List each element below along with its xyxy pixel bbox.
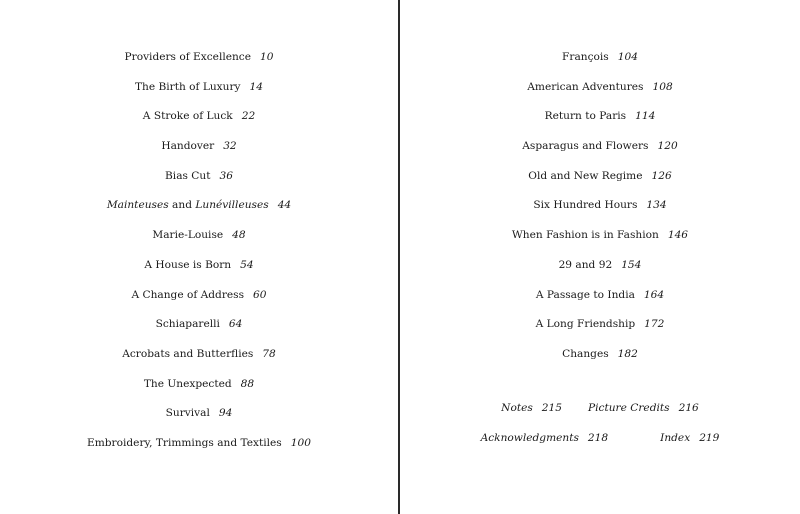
toc-entry-page: 100: [290, 436, 311, 449]
toc-entry: [0, 254, 398, 284]
back-matter-title: Notes: [501, 402, 533, 414]
toc-entry: [0, 76, 398, 106]
contents-list-left: [0, 46, 398, 462]
back-matter-page: 216: [678, 402, 699, 414]
back-matter-title: Acknowledgments: [480, 432, 579, 444]
back-matter-page: 215: [541, 402, 563, 414]
toc-entry-page: 60: [253, 288, 267, 301]
toc-entry-page: 36: [219, 169, 233, 182]
toc-entry-title: Asparagus and Flowers: [522, 140, 649, 153]
toc-entry: [0, 46, 398, 76]
toc-entry-title: A Passage to India: [535, 288, 635, 301]
back-matter-page: 219: [699, 432, 720, 444]
toc-entry-page: 10: [260, 51, 274, 63]
toc-entry-title: Handover: [161, 140, 215, 153]
toc-entry-title-italic: Mainteuses: [106, 199, 169, 212]
toc-entry-title: Schiaparelli: [155, 318, 220, 331]
toc-entry: [0, 135, 398, 165]
toc-entry-title: Changes: [562, 347, 609, 360]
right-page: [401, 0, 799, 514]
toc-entry-page: 164: [643, 288, 665, 301]
toc-entry-page: 54: [240, 258, 254, 271]
toc-entry-title: Return to Paris: [544, 110, 627, 123]
toc-entry-page: 172: [644, 318, 665, 331]
toc-entry-title: When Fashion is in Fashion: [511, 229, 659, 242]
toc-entry-title: Old and New Regime: [528, 169, 643, 182]
toc-entry: [0, 402, 398, 432]
toc-entry: [401, 76, 799, 106]
gutter-divider: [398, 0, 400, 514]
toc-entry-page: 78: [262, 347, 276, 360]
toc-entry-title: 29 and 92: [558, 258, 613, 271]
left-page: [0, 0, 398, 514]
toc-entry-title-joiner: and: [168, 199, 196, 212]
toc-entry-page: 182: [617, 347, 638, 360]
toc-entry-title: Six Hundred Hours: [533, 199, 638, 212]
back-matter-title: Picture Credits: [588, 402, 670, 414]
toc-entry: [0, 432, 398, 462]
toc-entry: [0, 194, 398, 224]
toc-entry: [401, 194, 799, 224]
toc-entry-page: 32: [223, 140, 237, 153]
back-matter-row-1: [401, 402, 799, 414]
toc-entry-page: 94: [218, 407, 233, 420]
back-matter-page: 218: [587, 432, 609, 444]
toc-entry-title: The Unexpected: [143, 377, 232, 390]
toc-entry-page: 134: [646, 199, 667, 212]
back-matter-entry-index: [660, 432, 719, 444]
toc-entry-page: 48: [232, 229, 246, 242]
toc-entry-page: 114: [635, 110, 656, 123]
toc-entry: [401, 135, 799, 165]
toc-entry-page: 22: [241, 110, 256, 123]
toc-entry: [0, 105, 398, 135]
toc-entry-page: 14: [249, 80, 264, 93]
toc-entry-title: A House is Born: [144, 258, 232, 271]
toc-entry-title: A Change of Address: [131, 288, 245, 301]
toc-entry-title: Embroidery, Trimmings and Textiles: [87, 436, 282, 449]
toc-entry: [0, 373, 398, 403]
toc-entry-page: 154: [621, 258, 642, 271]
toc-entry-title: A Long Friendship: [535, 318, 636, 331]
toc-entry: [401, 165, 799, 195]
back-matter-entry-picture-credits: [588, 402, 699, 414]
toc-entry-page: 64: [228, 318, 243, 331]
toc-entry-title: The Birth of Luxury: [134, 80, 241, 93]
back-matter-title: Index: [660, 432, 691, 444]
toc-entry-title: François: [562, 51, 609, 63]
toc-entry-title: Acrobats and Butterflies: [122, 347, 254, 360]
toc-entry-title-italic: Lunévilleuses: [195, 199, 269, 212]
toc-entry-title: Survival: [165, 407, 210, 420]
toc-entry-title: Providers of Excellence: [124, 51, 252, 63]
toc-entry-page: 88: [240, 377, 255, 390]
toc-entry: [0, 313, 398, 343]
toc-entry: [0, 343, 398, 373]
toc-entry: [401, 254, 799, 284]
toc-entry-page: 126: [651, 169, 672, 182]
toc-entry: [401, 343, 799, 373]
toc-entry: [401, 313, 799, 343]
toc-entry-page: 108: [652, 80, 673, 93]
toc-entry: [401, 224, 799, 254]
toc-entry: [401, 46, 799, 76]
back-matter-entry-acknowledgments: [481, 432, 609, 444]
toc-entry-title: A Stroke of Luck: [142, 110, 233, 123]
toc-entry: [0, 165, 398, 195]
toc-entry-title: Marie-Louise: [152, 229, 224, 242]
toc-entry-page: 104: [617, 51, 638, 63]
toc-entry: [0, 284, 398, 314]
toc-entry-title: Bias Cut: [165, 169, 211, 182]
contents-list-right: [401, 46, 799, 373]
back-matter-row-2: [401, 432, 799, 444]
toc-entry-title: American Adventures: [527, 80, 644, 93]
back-matter-entry-notes: [501, 402, 562, 414]
toc-entry: [0, 224, 398, 254]
toc-entry-page: 44: [277, 199, 292, 212]
toc-entry-page: 146: [667, 229, 689, 242]
toc-entry-page: 120: [657, 140, 678, 153]
toc-entry: [401, 284, 799, 314]
toc-entry: [401, 105, 799, 135]
